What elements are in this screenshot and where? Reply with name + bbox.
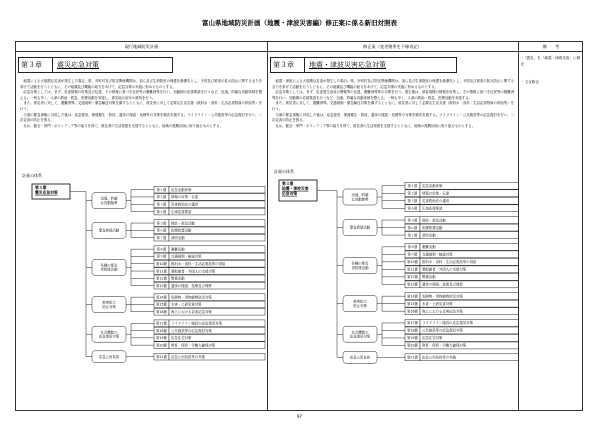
section-number: 第10節: [407, 260, 418, 265]
new-chapter-heading: [270, 57, 457, 73]
section-title: ライフライン施設の応急復旧対策: [422, 321, 472, 326]
section-number: 第12節: [156, 276, 167, 281]
section-title: 公共施設等の応急復旧対策: [171, 328, 211, 333]
section-title: 避難活動: [171, 247, 185, 252]
section-number: 第８節: [407, 245, 418, 250]
section-number: 第13節: [156, 283, 167, 288]
document-title: 富山県地域防災計画（地震・津波災害編）修正案に係る新旧対照表: [202, 19, 397, 27]
section-title: 避難活動: [422, 245, 436, 250]
section-number: 第３節: [156, 202, 167, 207]
group-label: 被害拡大: [102, 300, 116, 305]
section-title: 救助・救急活動: [422, 218, 446, 223]
section-number: 第21節: [407, 355, 418, 360]
comparison-table: [15, 41, 583, 411]
section-number: 第４節: [156, 209, 167, 214]
section-title: 情報の収集・伝達: [171, 195, 198, 200]
header-old-plan: 現行地域防災計画: [124, 44, 159, 49]
root-label: 地震・津波災害: [282, 186, 309, 191]
section-title: 応急住宅対策: [422, 336, 442, 341]
root-label: 第３章: [35, 185, 47, 190]
root-label: 応急対策: [282, 191, 298, 196]
old-plan-tree: [16, 182, 267, 407]
header-revised-plan: 修正案（変更箇所を下線表記）: [363, 44, 422, 49]
section-number: 第19節: [156, 336, 167, 341]
section-number: 第11節: [407, 267, 418, 272]
section-number: 第20節: [407, 343, 418, 348]
root-label: 第３章: [282, 181, 294, 186]
section-title: 遺体の捜索、処理及び埋葬: [422, 282, 462, 287]
section-title: 広域応援要請: [422, 206, 442, 211]
section-number: 第15節: [407, 301, 418, 306]
section-title: 要配慮者・外国人の支援対策: [171, 269, 214, 274]
group-label: 各種の要災: [351, 261, 369, 266]
table-header-row: [16, 42, 582, 52]
section-title: 飲料水・食料・生活必需品等の供給: [171, 261, 224, 266]
section-number: 第17節: [156, 321, 167, 326]
group-label: 応急公用負担: [98, 354, 120, 359]
section-number: 第７節: [156, 235, 167, 240]
section-title: 消防活動: [422, 233, 436, 238]
section-title: 医療救護活動: [422, 225, 442, 230]
section-title: 水害・土砂災害対策: [422, 301, 452, 306]
section-title: 危険物・毒物劇物防災対策: [422, 294, 462, 299]
section-title: 交通規制・輸送対策: [422, 252, 452, 257]
header-remarks: 備 考: [542, 44, 560, 49]
old-system-label: 計画の体系: [22, 173, 42, 178]
section-number: 第14節: [407, 294, 418, 299]
section-title: 海上における災害応急対策: [171, 309, 211, 314]
remark-chapter-rename: ・「震災」を「地震・津波災害」に修正: [521, 56, 581, 66]
group-label: な初動態勢: [100, 200, 118, 205]
group-label: 者救援活動: [351, 265, 369, 270]
old-chapter-title: 震災応急対策: [57, 61, 99, 69]
section-number: 第９節: [156, 254, 167, 259]
group-label: 被害拡大: [353, 299, 367, 304]
section-number: 第７節: [407, 233, 418, 238]
section-title: ライフライン施設の応急復旧対策: [171, 321, 221, 326]
section-number: 第３節: [407, 198, 418, 203]
section-number: 第２節: [407, 191, 418, 196]
section-title: 応急住宅対策: [171, 336, 191, 341]
old-body-text: 地震による大規模な災害が発生した場合、県、市町村及び防災関係機関は、須ら及び生命財産の保護を最優先とし、予防及び被害の拡大防止に関する全力を挙げて活動を行うとともに、その組織及び機能の総力をあげて、応急対策の実施に努めるものとする。 応急対策としては、まず、災害情報の収集及び伝達、その情報に基づき住民等の避難誘導を行い、初動期の応援要請を行うなど、迅速、的確な初動体制を整える。一刻も早く、人命の救助・救急、医療活動を実施し、被災地の治安の維持を行う。 また、被災者に対して、避難誘導、交通規制・緊急輸送対策を講ずるとともに、被災者に対して必要な生活支援（飲料水・食料・生活必需物資の供給等）を行う。 当面の緊急事態に対処した後は、応急復旧、保健衛生・防疫、遺体の捜索・処理等の対策を順次実施する。ライフライン・公共施設等の応急復旧を行い、二次災害の防止を図る。 なお、健全・専門・ボランティア等の協力を得て、被災者の生活再建を支援するとともに、地域の復興計画に取り組むものとする。: [20, 79, 262, 128]
section-number: 第15節: [156, 302, 167, 307]
section-title: 応急活動体制: [171, 187, 191, 192]
section-title: 公共施設等の応急復旧対策: [422, 328, 462, 333]
section-title: 広域応援要請: [171, 209, 191, 214]
section-title: 応急公用負担等の実施: [171, 354, 204, 359]
section-number: 第１節: [407, 183, 418, 188]
new-plan-tree: [267, 178, 518, 408]
section-title: 遺体の捜索、処理及び埋葬: [171, 283, 211, 288]
section-title: 警備活動: [422, 275, 436, 280]
section-title: 応急公用負担等の実施: [422, 355, 455, 360]
section-number: 第19節: [407, 336, 418, 341]
section-number: 第５節: [156, 221, 167, 226]
section-number: 第11節: [156, 269, 167, 274]
group-label: 迅速、的確: [100, 196, 118, 201]
section-title: 災害救助法の適用: [171, 202, 198, 207]
old-chapter-number: 第３章: [21, 61, 42, 69]
remark-wording-fix: ・文言修正: [521, 80, 539, 84]
root-label: 震災応急対策: [35, 190, 58, 195]
group-label: 防止対策: [102, 304, 116, 309]
section-number: 第６節: [407, 225, 418, 230]
section-title: 情報の収集・伝達: [422, 191, 449, 196]
section-number: 第12節: [407, 275, 418, 280]
section-number: 第20節: [156, 343, 167, 348]
section-title: 要配慮者・外国人の支援対策: [422, 267, 465, 272]
group-label: 社会機能の: [100, 330, 118, 335]
section-title: 災害救助法の適用: [422, 198, 449, 203]
section-number: 第16節: [407, 309, 418, 314]
section-title: 消防活動: [171, 235, 185, 240]
group-label: 各種の要災: [100, 263, 118, 268]
section-title: 交通規制・輸送対策: [171, 254, 201, 259]
section-number: 第17節: [407, 321, 418, 326]
column-divider: [518, 42, 519, 410]
section-title: 救助・救急活動: [171, 221, 195, 226]
section-title: 教育・保育・労働力確保対策: [422, 343, 465, 348]
group-label: 防止対策: [353, 303, 367, 308]
section-number: 第13節: [407, 282, 418, 287]
group-label: 社会機能の: [351, 330, 369, 335]
section-number: 第１節: [156, 187, 167, 192]
page-number: 97: [296, 414, 303, 419]
section-number: 第21節: [156, 354, 167, 359]
group-label: 緊急救援活動: [98, 228, 120, 233]
group-label: 者救援活動: [100, 267, 118, 272]
group-label: な初動態勢: [351, 197, 369, 202]
section-title: 危険物・毒物劇物防災対策: [171, 295, 211, 300]
new-chapter-title: 地震・津波災害応急対策: [309, 61, 386, 69]
section-number: 第２節: [156, 195, 167, 200]
new-system-label: 計画の体系: [274, 169, 294, 174]
section-title: 警備活動: [171, 276, 185, 281]
section-number: 第６節: [156, 228, 167, 233]
group-label: 応急復旧対策: [349, 334, 371, 339]
group-label: 応急復旧対策: [98, 334, 120, 339]
new-body-text: 地震・津波による大規模な災害が発生した場合、県、市町村及び防災関係機関は、須ら及び生命財産の保護を最優先とし、予防及び被害の拡大防止に関する全力を挙げて活動を行うとともに、その組織及び機能の総力をあげて、応急対策の実施に努めるものとする。 応急対策としては、まず、災害発生直前の警報等の伝達、避難誘導等の対策を行う。発生後は、被害規模の情報を収集し、その情報に基づき住民等の避難誘導を行い、初動期の応援要請を行うなど、迅速、的確な初動体制を整える。一刻も早く、人命の救助・救急、医療活動を実施する。 また、被災者に対して、避難誘導、交通規制・緊急輸送対策を講ずるとともに、被災者に対して必要な生活支援（飲料水・食料・生活必需物資の供給等）を行う。 当面の緊急事態に対処した後は、応急復旧、保健衛生・防疫、遺体の捜索・処理等の対策を順次実施する。ライフライン・公共施設等の応急復旧を行い、二次災害の防止を図る。 なお、健全・専門・ボランティア等の協力を得て、被災者の生活再建を支援するとともに、地域の復興計画に取り組むものとする。: [272, 79, 514, 128]
section-number: 第５節: [407, 218, 418, 223]
section-number: 第18節: [407, 328, 418, 333]
group-label: 応急公用負担: [349, 355, 371, 360]
section-title: 海上における災害応急対策: [422, 309, 462, 314]
section-title: 飲料水・食料・生活必需品等の供給: [422, 260, 475, 265]
section-number: 第14節: [156, 295, 167, 300]
section-title: 医療救護活動: [171, 228, 191, 233]
group-label: 迅速、的確: [351, 193, 369, 198]
section-title: 応急活動体制: [422, 183, 442, 188]
section-number: 第８節: [156, 247, 167, 252]
old-chapter-heading: [18, 57, 173, 73]
section-number: 第４節: [407, 206, 418, 211]
section-title: 水害・土砂災害対策: [171, 302, 201, 307]
new-chapter-number: 第３章: [273, 61, 294, 69]
section-title: 教育・保育・労働力確保対策: [171, 343, 214, 348]
section-number: 第18節: [156, 328, 167, 333]
group-label: 緊急救援活動: [349, 225, 371, 230]
section-number: 第10節: [156, 261, 167, 266]
section-number: 第16節: [156, 309, 167, 314]
section-number: 第９節: [407, 252, 418, 257]
